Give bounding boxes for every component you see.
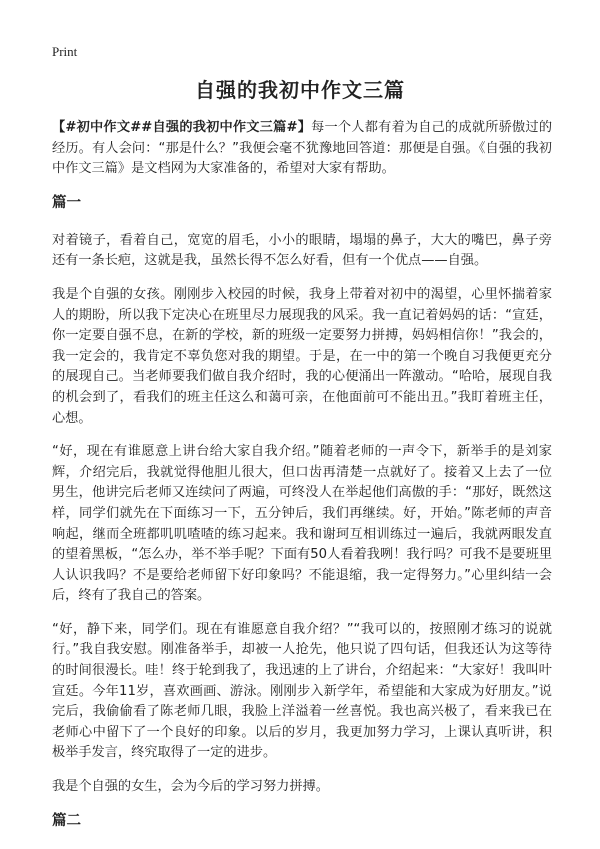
intro-text: 每一个人都有着为自己的成就所骄傲过的经历。有人会问：“那是什么？”我便会毫不犹豫地回答道：那便是自强。《自强的我初中作文三篇》是文档网为大家准备的，希望对大家有帮助。 <box>52 120 553 177</box>
paragraph: 我是个自强的女生，会为今后的学习努力拼搏。 <box>52 779 329 795</box>
paragraph: 对着镜子，看着自己，宽宽的眉毛，小小的眼睛，塌塌的鼻子，大大的嘴巴，鼻子旁还有一条长疤，这就是我，虽然长得不怎么好看，但有一个优点——自强。 <box>52 232 552 269</box>
paragraph: “好，现在有谁愿意上讲台给大家自我介绍。”随着老师的一声令下，新举手的是刘家辉，介绍完后，我就觉得他胆儿很大，但口齿再清楚一点就好了。接着又上去了一位男生，他讲完后老师又连续问了两遍，可终没人在举起他们高傲的手：“那好，既然这样，同学们就先在下面练习一下，五分钟后，我们再继续。好，开始。”陈老师的声音响起，继而全班都叽叽喳喳的练习起来。我和谢珂互相训练过一遍后，我就两眼发直的望着黑板，“怎么办，举不举手呢？下面有50人看着我咧！我行吗？可我不是要班里人认识我吗？不是要给老师留下好印象吗？不能退缩，我一定得努力。”心里纠结一会后，终有了我自己的答案。 <box>52 444 552 604</box>
paragraph: 我是个自强的女孩。刚刚步入校园的时候，我身上带着对初中的渴望，心里怀揣着家人的期盼，所以我下定决心在班里尽力展现我的风采。我一直记着妈妈的话：“宣廷，你一定要自强不息，在新的学校，新的班级一定要努力拼搏，妈妈相信你！”我会的，我一定会的，我肯定不辜负您对我的期望。于是，在一中的第一个晚自习我便更充分的展现自己。当老师要我们做自我介绍时，我的心便涌出一阵激动。“哈哈，展现自我的机会到了，看我们的班主任这么和蔼可亲，在他面前可不能出丑。”我盯着班主任，心想。 <box>52 286 552 426</box>
page-title: 自强的我初中作文三篇 <box>195 78 405 102</box>
section-heading-1: 篇一 <box>52 194 81 211</box>
paragraph: “好，静下来，同学们。现在有谁愿意自我介绍？”“我可以的，按照刚才练习的说就行。”我自我安慰。刚准备举手，却被一人抢先，他只说了四句话，但我还认为这等待的时间很漫长。哇！终于轮到我了，我迅速的上了讲台，介绍起来：“大家好！我叫叶宣廷。今年11岁，喜欢画画、游泳。刚刚步入新学年，希望能和大家成为好朋友。”说完后，我偷偷看了陈老师几眼，我脸上洋溢着一丝喜悦。我也高兴极了，看来我已在老师心中留下了一个良好的印象。以后的岁月，我更加努力学习，上课认真听讲，积极举手发言，终究取得了一定的进步。 <box>52 621 552 761</box>
category-tag: 【#初中作文##自强的我初中作文三篇#】 <box>52 120 312 135</box>
section-heading-2: 篇二 <box>52 812 81 829</box>
print-link[interactable]: Print <box>52 44 78 59</box>
intro-paragraph <box>52 118 552 180</box>
article-body <box>52 118 552 849</box>
